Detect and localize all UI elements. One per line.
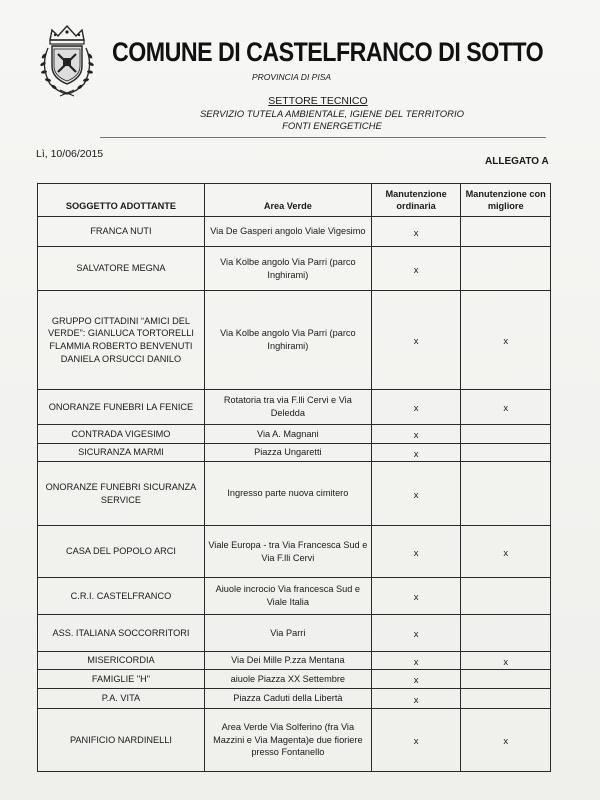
table-row [38,709,551,772]
table-row [38,652,551,670]
ordinaria-mark [371,444,461,462]
soggetto-cell: PANIFICIO NARDINELLI [38,709,205,772]
soggetto-cell: P.A. VITA [38,689,205,709]
column-header-migliore: Manutenzione con migliore [461,184,551,217]
ordinaria-mark [371,526,461,578]
area-verde-cell: Via A. Magnani [204,425,371,444]
allegato-label: ALLEGATO A [485,156,549,167]
ordinaria-mark-value: x [413,694,419,706]
area-verde-cell: Via Parri [204,615,371,652]
column-header-ordinaria: Manutenzione ordinaria [371,184,461,217]
ordinaria-mark [371,709,461,772]
ordinaria-mark [371,652,461,670]
soggetto-cell: GRUPPO CITTADINI “AMICI DEL VERDE”: GIANLUCA TORTORELLI FLAMMIA ROBERTO BENVENUTI DANIELA ORSUCCI DANILO [38,291,205,390]
settore-heading: SETTORE TECNICO [268,95,368,107]
coat-of-arms-icon [36,22,98,102]
ordinaria-mark-value: x [413,264,419,276]
ordinaria-mark-value: x [413,430,419,442]
area-verde-cell: aiuole Piazza XX Settembre [204,670,371,689]
comune-title: COMUNE DI CASTELFRANCO DI SOTTO [112,37,544,67]
ordinaria-mark-value: x [413,629,419,641]
migliore-mark [461,578,551,615]
ordinaria-mark-value: x [413,736,419,748]
soggetto-cell: CASA DEL POPOLO ARCI [38,526,205,578]
ordinaria-mark-value: x [413,489,419,501]
ordinaria-mark [371,578,461,615]
table-header-row [38,184,551,217]
table-row [38,425,551,444]
soggetto-cell: CONTRADA VIGESIMO [38,425,205,444]
document-date: Lì, 10/06/2015 [36,148,104,160]
ordinaria-mark-value: x [413,547,419,559]
ordinaria-mark [371,217,461,247]
area-verde-cell: Ingresso parte nuova cimitero [204,462,371,526]
soggetto-cell: ONORANZE FUNEBRI LA FENICE [38,390,205,425]
table-row [38,615,551,652]
ordinaria-mark-value: x [413,336,419,348]
area-verde-cell: Piazza Caduti della Libertà [204,689,371,709]
soggetto-cell: FRANCA NUTI [38,217,205,247]
migliore-mark-value: x [503,403,509,415]
table-row [38,444,551,462]
table-row [38,526,551,578]
table-row [38,670,551,689]
migliore-mark [461,247,551,291]
migliore-mark [461,709,551,772]
soggetto-cell: SALVATORE MEGNA [38,247,205,291]
adoption-table [37,183,551,772]
ordinaria-mark [371,247,461,291]
ordinaria-mark [371,689,461,709]
area-verde-cell: Via Kolbe angolo Via Parri (parco Inghirami) [204,247,371,291]
migliore-mark [461,444,551,462]
ordinaria-mark [371,462,461,526]
area-verde-cell: Piazza Ungaretti [204,444,371,462]
table-row [38,217,551,247]
ordinaria-mark-value: x [413,448,419,460]
ordinaria-mark [371,291,461,390]
column-header-soggetto: SOGGETTO ADOTTANTE [38,184,205,217]
fonti-line: FONTI ENERGETICHE [282,121,382,132]
area-verde-cell: Via Dei Mille P.zza Mentana [204,652,371,670]
header-divider [100,137,546,138]
migliore-mark [461,291,551,390]
migliore-mark [461,425,551,444]
servizio-line: SERVIZIO TUTELA AMBIENTALE, IGIENE DEL TERRITORIO [199,109,465,120]
soggetto-cell: MISERICORDIA [38,652,205,670]
area-verde-cell: Via De Gasperi angolo Viale Vigesimo [204,217,371,247]
ordinaria-mark [371,670,461,689]
table-row [38,291,551,390]
column-header-area-verde: Area Verde [204,184,371,217]
migliore-mark [461,615,551,652]
migliore-mark-value: x [503,656,509,668]
area-verde-cell: Rotatoria tra via F.lli Cervi e Via Deledda [204,390,371,425]
ordinaria-mark-value: x [413,656,419,668]
migliore-mark-value: x [503,336,509,348]
table-row [38,247,551,291]
area-verde-cell: Via Kolbe angolo Via Parri (parco Inghirami) [204,291,371,390]
ordinaria-mark [371,615,461,652]
migliore-mark [461,526,551,578]
area-verde-cell: Aiuole incrocio Via francesca Sud e Viale Italia [204,578,371,615]
soggetto-cell: ONORANZE FUNEBRI SICURANZA SERVICE [38,462,205,526]
migliore-mark [461,217,551,247]
soggetto-cell: C.R.I. CASTELFRANCO [38,578,205,615]
migliore-mark-value: x [503,547,509,559]
ordinaria-mark [371,390,461,425]
provincia-label: PROVINCIA DI PISA [252,72,332,82]
migliore-mark-value: x [503,736,509,748]
migliore-mark [461,390,551,425]
migliore-mark [461,689,551,709]
area-verde-cell: Area Verde Via Solferino (fra Via Mazzini e Via Magenta)e due fioriere presso Fontanello [204,709,371,772]
migliore-mark [461,652,551,670]
table-row [38,578,551,615]
table-body [38,217,551,772]
ordinaria-mark-value: x [413,675,419,687]
soggetto-cell: ASS. ITALIANA SOCCORRITORI [38,615,205,652]
ordinaria-mark-value: x [413,592,419,604]
migliore-mark [461,462,551,526]
soggetto-cell: SICURANZA MARMI [38,444,205,462]
migliore-mark [461,670,551,689]
ordinaria-mark [371,425,461,444]
table-row [38,462,551,526]
ordinaria-mark-value: x [413,403,419,415]
table-row [38,390,551,425]
table-row [38,689,551,709]
soggetto-cell: FAMIGLIE "H" [38,670,205,689]
ordinaria-mark-value: x [413,227,419,239]
area-verde-cell: Viale Europa - tra Via Francesca Sud e Via F.lli Cervi [204,526,371,578]
